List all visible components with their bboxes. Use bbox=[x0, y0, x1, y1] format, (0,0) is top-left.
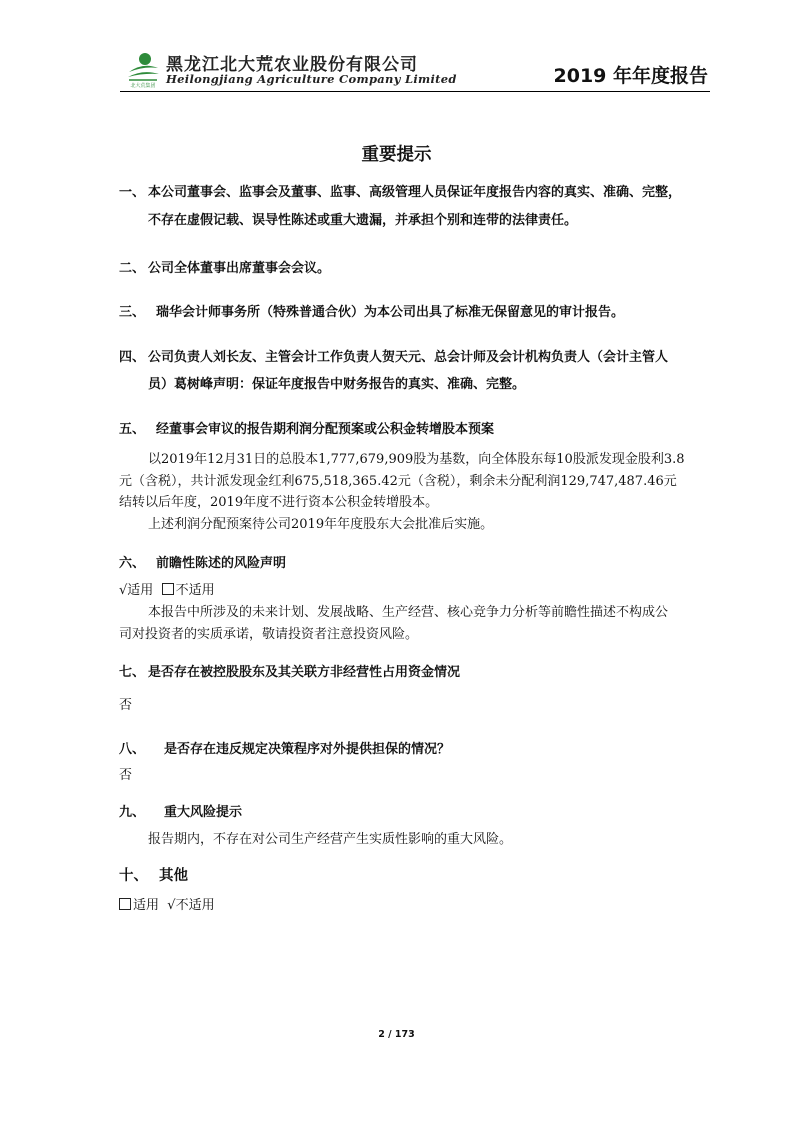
section-9-paragraph: 报告期内，不存在对公司生产经营产生实质性影响的重大风险。 bbox=[148, 832, 513, 847]
page-title: 重要提示 bbox=[361, 145, 432, 165]
section-7-answer: 否 bbox=[119, 698, 133, 713]
section-6-applicable-label: 适用 bbox=[127, 583, 154, 598]
section-5-heading bbox=[119, 418, 494, 437]
logo-caption: 北大荒集团 bbox=[130, 83, 156, 88]
section-7-number: 七、 bbox=[119, 665, 146, 680]
section-10-text: 其他 bbox=[159, 868, 188, 884]
report-title: 2019 年年度报告 bbox=[553, 65, 708, 87]
section-8-answer: 否 bbox=[119, 768, 133, 783]
section-1-heading bbox=[119, 181, 681, 200]
section-5-paragraph-line-4: 上述利润分配预案待公司2019年年度股东大会批准后实施。 bbox=[148, 517, 494, 532]
section-1-line-2: 不存在虚假记载、误导性陈述或重大遗漏，并承担个别和连带的法律责任。 bbox=[148, 213, 578, 228]
section-1-number: 一、 bbox=[119, 185, 146, 200]
section-5-paragraph-line-1: 以2019年12月31日的总股本1,777,679,909股为基数，向全体股东每10股派发现金股利3.8 bbox=[148, 452, 685, 467]
page-header bbox=[120, 48, 710, 92]
section-6-heading bbox=[119, 552, 286, 571]
section-9-text: 重大风险提示 bbox=[164, 805, 243, 820]
section-4-line-2: 员）葛树峰声明：保证年度报告中财务报告的真实、准确、完整。 bbox=[148, 377, 526, 392]
section-5-paragraph-line-3: 结转以后年度，2019年度不进行资本公积金转增股本。 bbox=[119, 495, 439, 510]
company-name-cn: 黑龙江北大荒农业股份有限公司 bbox=[166, 55, 418, 75]
section-10-number: 十、 bbox=[119, 868, 148, 884]
company-name-en: Heilongjiang Agriculture Company Limited bbox=[166, 72, 457, 86]
section-7-text: 是否存在被控股股东及其关联方非经营性占用资金情况 bbox=[148, 665, 461, 680]
section-3-number: 三、 bbox=[119, 305, 146, 320]
section-10-applicable-label: 适用 bbox=[133, 898, 160, 913]
section-7-heading bbox=[119, 661, 460, 680]
section-5-paragraph-line-2: 元（含税），共计派发现金红利675,518,365.42元（含税），剩余未分配利润129,747,487.46元 bbox=[119, 474, 677, 489]
section-5-text: 经董事会审议的报告期利润分配预案或公积金转增股本预案 bbox=[156, 422, 495, 437]
header-divider bbox=[120, 91, 710, 92]
section-5-number: 五、 bbox=[119, 422, 146, 437]
section-4-heading bbox=[119, 346, 668, 365]
section-8-heading bbox=[119, 738, 450, 757]
section-8-number: 八、 bbox=[119, 742, 146, 757]
checkmark-icon: √ bbox=[167, 898, 176, 913]
section-6-text: 前瞻性陈述的风险声明 bbox=[156, 556, 287, 571]
page-number: 2 / 173 bbox=[378, 1029, 415, 1040]
section-2-text: 公司全体董事出席董事会会议。 bbox=[148, 261, 331, 276]
section-6-paragraph-line-1: 本报告中所涉及的未来计划、发展战略、生产经营、核心竞争力分析等前瞻性描述不构成公 bbox=[148, 605, 669, 620]
empty-checkbox-icon bbox=[162, 583, 174, 595]
section-6-applicability bbox=[119, 579, 215, 598]
section-4-line-1: 公司负责人刘长友、主管会计工作负责人贺天元、总会计师及会计机构负责人（会计主管人 bbox=[148, 350, 669, 365]
section-6-paragraph-line-2: 司对投资者的实质承诺，敬请投资者注意投资风险。 bbox=[119, 627, 419, 642]
section-10-applicability bbox=[119, 894, 215, 913]
section-10-heading bbox=[119, 864, 188, 885]
section-8-text: 是否存在违反规定决策程序对外提供担保的情况？ bbox=[164, 742, 451, 757]
section-1-line-1: 本公司董事会、监事会及董事、监事、高级管理人员保证年度报告内容的真实、准确、完整， bbox=[148, 185, 682, 200]
section-6-not-applicable-label: 不适用 bbox=[175, 583, 215, 598]
section-10-not-applicable-label: 不适用 bbox=[175, 898, 215, 913]
section-3-heading bbox=[119, 301, 624, 320]
section-9-number: 九、 bbox=[119, 805, 146, 820]
section-6-number: 六、 bbox=[119, 556, 146, 571]
company-logo-icon bbox=[126, 50, 160, 88]
section-3-text: 瑞华会计师事务所（特殊普通合伙）为本公司出具了标准无保留意见的审计报告。 bbox=[156, 305, 625, 320]
section-9-heading bbox=[119, 801, 242, 820]
empty-checkbox-icon bbox=[119, 898, 131, 910]
section-2-number: 二、 bbox=[119, 261, 146, 276]
checkmark-icon: √ bbox=[119, 583, 128, 598]
section-2-heading bbox=[119, 257, 330, 276]
section-4-number: 四、 bbox=[119, 350, 146, 365]
